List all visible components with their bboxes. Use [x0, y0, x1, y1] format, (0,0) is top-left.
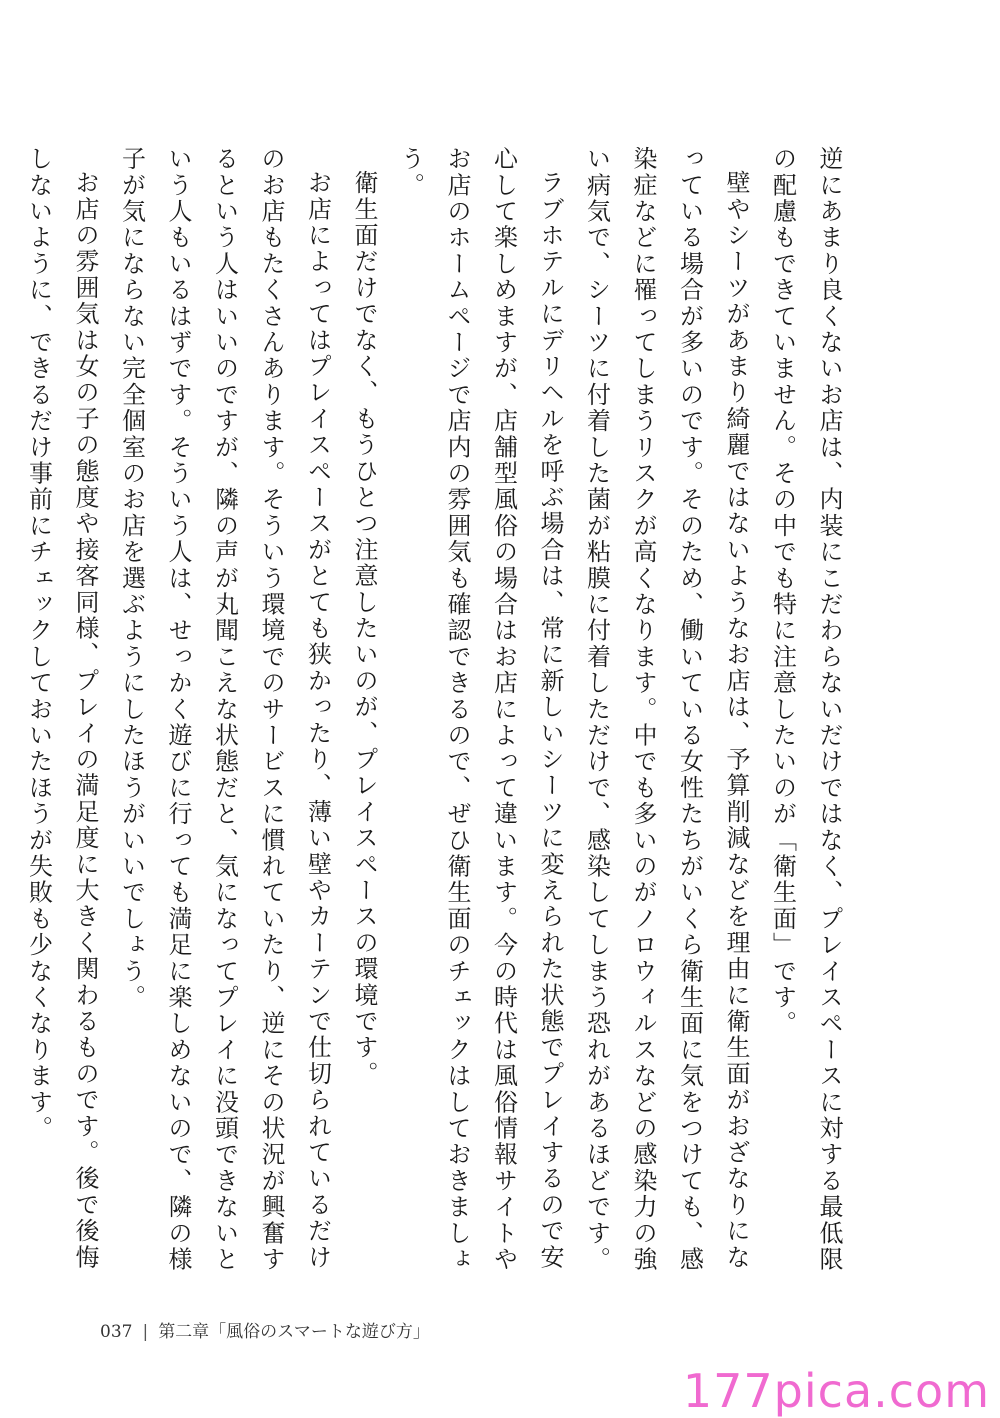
- paragraph: ラブホテルにデリヘルを呼ぶ場合は、常に新しいシーツに変えられた状態でプレイするので安心して楽しめますが、店舗型風俗の場合はお店によって違います。今の時代は風俗情報サイトやお店のホームページで店内の雰囲気も確認できるので、ぜひ衛生面のチェックはしておきましょう。: [396, 146, 564, 1273]
- footer-separator: |: [142, 1322, 149, 1342]
- chapter-title: 第二章「風俗のスマートな遊び方」: [158, 1322, 430, 1342]
- page-footer: [100, 1317, 430, 1342]
- site-watermark: 177pica.com: [682, 1364, 990, 1418]
- paragraph: 壁やシーツがあまり綺麗ではないようなお店は、予算削減などを理由に衛生面がおざなりになっている場合が多いのです。そのため、働いている女性たちがいくら衛生面に気をつけても、感染症などに罹ってしまうリスクが高くなります。中でも多いのがノロウィルスなどの感染力の強い病気で、シーツに付着した菌が粘膜に付着しただけで、感染してしまう恐れがあるほどです。: [582, 146, 750, 1273]
- vertical-body-text: [24, 146, 852, 1286]
- paragraph: お店によってはプレイスペースがとても狭かったり、薄い壁やカーテンで仕切られているだけのお店もたくさんあります。そういう環境でのサービスに慣れていたり、逆にその状況が興奮するという人はいいのですが、隣の声が丸聞こえな状態だと、気になってプレイに没頭できないという人もいるはずです。そういう人は、せっかく遊びに行っても満足に楽しめないので、隣の様子が気にならない完全個室のお店を選ぶようにしたほうがいいでしょう。: [117, 146, 332, 1273]
- paragraph: 逆にあまり良くないお店は、内装にこだわらないだけではなく、プレイスペースに対する最低限の配慮もできていません。その中でも特に注意したいのが「衛生面」です。: [768, 146, 843, 1273]
- paragraph: 衛生面だけでなく、もうひとつ注意したいのが、プレイスペースの環境です。: [350, 170, 378, 1087]
- page-number: 037: [100, 1322, 133, 1342]
- paragraph: お店の雰囲気は女の子の態度や接客同様、プレイの満足度に大きく関わるものです。後で後悔しないように、できるだけ事前にチェックしておいたほうが失敗も少なくなります。: [24, 146, 99, 1271]
